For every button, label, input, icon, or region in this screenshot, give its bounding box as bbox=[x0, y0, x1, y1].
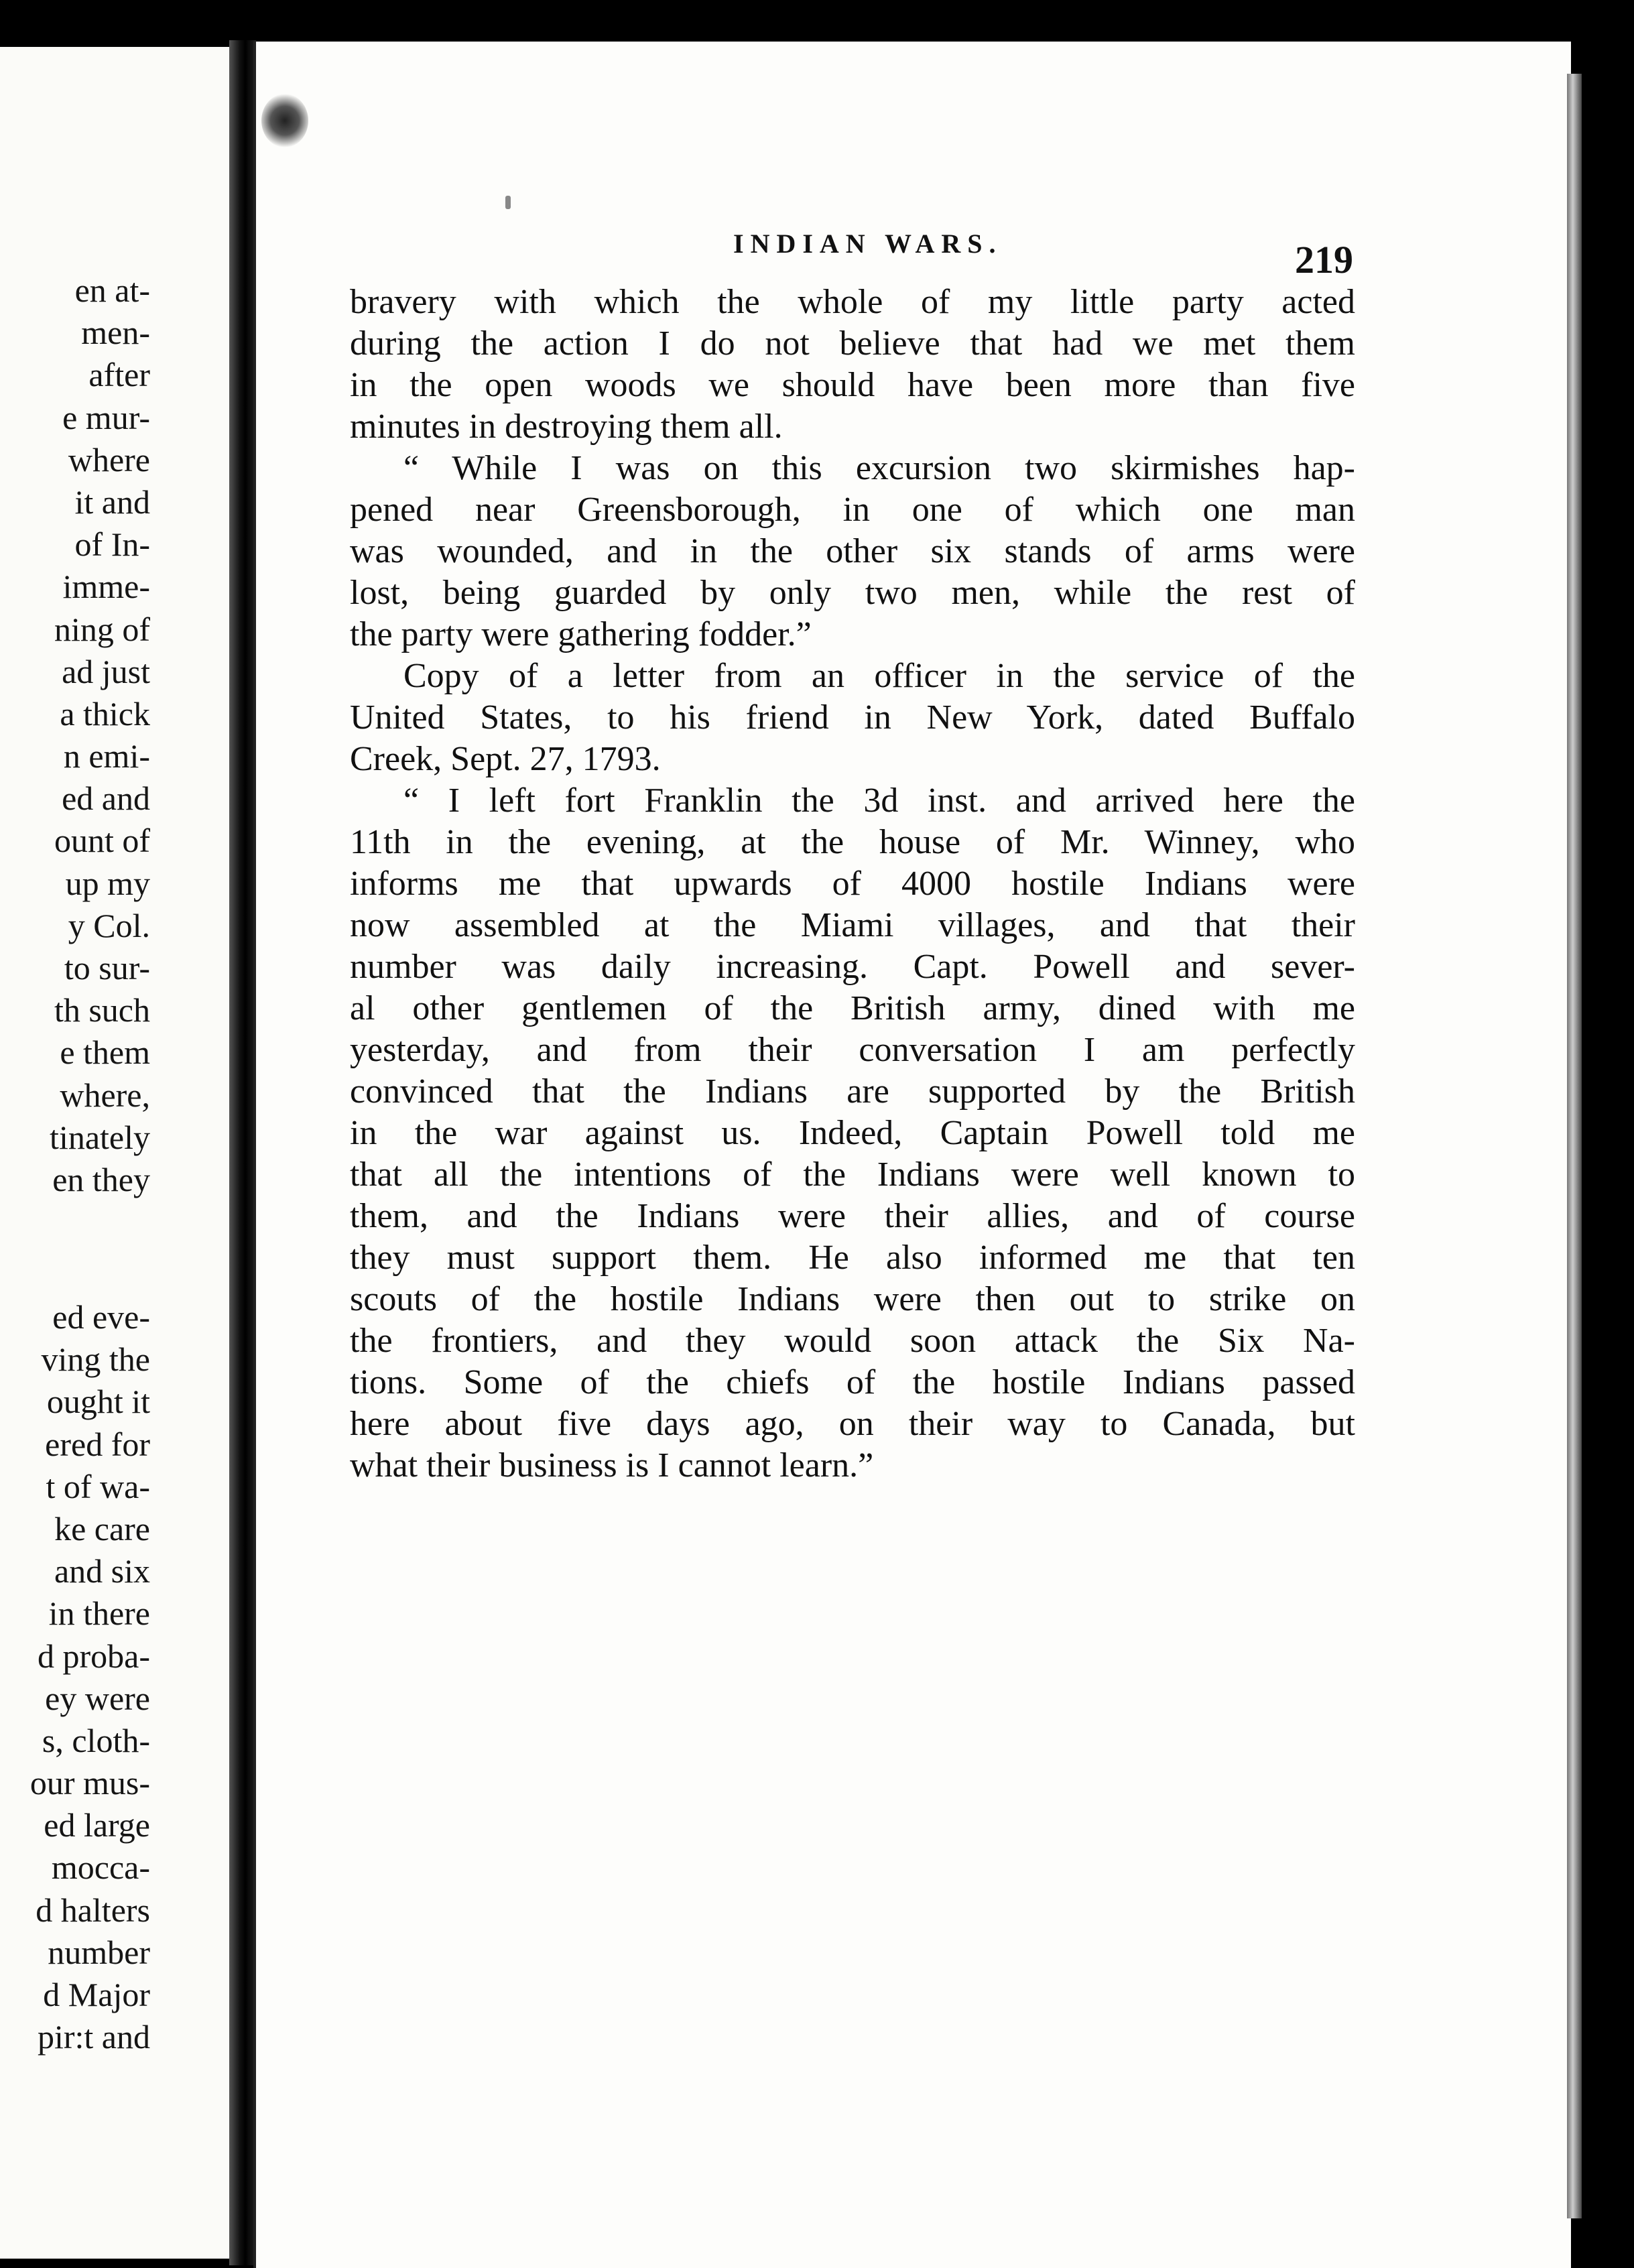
text-line: United States, to his friend in New York, dated Buffalo bbox=[350, 698, 1355, 737]
left-page-line: ad just bbox=[62, 652, 150, 690]
left-page-line: imme- bbox=[62, 568, 150, 606]
left-page-line: ed eve- bbox=[52, 1298, 150, 1336]
text-line: in the open woods we should have been more than five bbox=[350, 366, 1355, 404]
left-page-text-block-1 bbox=[50, 269, 150, 1201]
left-page-line: ount of bbox=[54, 822, 150, 860]
left-page-line: ered for bbox=[45, 1425, 150, 1463]
left-page-line: ed large bbox=[44, 1806, 150, 1844]
left-page-line: e them bbox=[60, 1033, 150, 1072]
text-line: during the action I do not believe that had we met them bbox=[350, 324, 1355, 363]
text-line: that all the intentions of the Indians were well known to bbox=[350, 1155, 1355, 1194]
text-line: lost, being guarded by only two men, while the rest of bbox=[350, 574, 1355, 612]
left-page-line: d Major bbox=[43, 1976, 150, 2013]
running-head: INDIAN WARS. bbox=[733, 229, 1003, 259]
left-page-line: number bbox=[48, 1933, 150, 1971]
text-line: here about five days ago, on their way to Canada, but bbox=[350, 1405, 1355, 1443]
text-line: bravery with which the whole of my little party acted bbox=[350, 283, 1355, 321]
left-page-line: our mus- bbox=[29, 1764, 150, 1802]
left-page-fragment bbox=[0, 47, 235, 2259]
left-page-line: ey were bbox=[45, 1679, 150, 1717]
text-line: they must support them. He also informed me that ten bbox=[350, 1239, 1355, 1277]
ink-smudge bbox=[261, 94, 308, 147]
text-line: al other gentlemen of the British army, dined with me bbox=[350, 989, 1355, 1027]
left-page-line: ving the bbox=[41, 1340, 150, 1379]
text-line: “ While I was on this excursion two skirmishes hap- bbox=[403, 449, 1355, 487]
text-line: scouts of the hostile Indians were then out to strike on bbox=[350, 1280, 1355, 1318]
left-page-line: th such bbox=[54, 991, 150, 1029]
left-page-line: en they bbox=[52, 1160, 150, 1198]
left-page-line: ning of bbox=[54, 610, 150, 648]
text-line: minutes in destroying them all. bbox=[350, 407, 783, 446]
left-page-text-block-2 bbox=[30, 1296, 150, 2058]
page-body-text bbox=[350, 281, 1355, 1487]
text-line: them, and the Indians were their allies, and of course bbox=[350, 1197, 1355, 1235]
text-line: convinced that the Indians are supported by the British bbox=[350, 1072, 1355, 1111]
left-page-line: to sur- bbox=[64, 949, 150, 987]
left-page-line: s, cloth- bbox=[42, 1721, 150, 1759]
left-page-line: ed and bbox=[62, 779, 150, 818]
text-line: yesterday, and from their conversation I am perfectly bbox=[350, 1031, 1355, 1069]
scanner-background-right bbox=[1582, 0, 1634, 2268]
page-number: 219 bbox=[1295, 238, 1353, 281]
left-page-line: where bbox=[68, 440, 150, 479]
text-line: Copy of a letter from an officer in the service of the bbox=[403, 657, 1355, 695]
left-page-line: up my bbox=[65, 864, 150, 902]
text-line: what their business is I cannot learn.” bbox=[350, 1446, 874, 1485]
left-page-line: tinately bbox=[50, 1118, 150, 1156]
text-line: “ I left fort Franklin the 3d inst. and arrived here the bbox=[403, 781, 1355, 820]
left-page-line: and six bbox=[54, 1552, 150, 1590]
text-line: informs me that upwards of 4000 hostile Indians were bbox=[350, 865, 1355, 903]
left-page-line: of In- bbox=[74, 525, 150, 564]
left-page-line: ke care bbox=[54, 1509, 150, 1548]
text-line: the party were gathering fodder.” bbox=[350, 615, 812, 653]
text-line: the frontiers, and they would soon attack the Six Na- bbox=[350, 1322, 1355, 1360]
ink-mark bbox=[505, 196, 511, 209]
left-page-line: after bbox=[88, 356, 150, 394]
left-page-line: where, bbox=[60, 1076, 150, 1114]
left-page-line: y Col. bbox=[68, 906, 150, 944]
left-page-line: in there bbox=[48, 1594, 150, 1633]
book-gutter bbox=[229, 40, 256, 2265]
page-edge bbox=[1567, 74, 1582, 2218]
text-line: number was daily increasing. Capt. Powell and sever- bbox=[350, 948, 1355, 986]
left-page-line: e mur- bbox=[62, 398, 150, 436]
left-page-line: d halters bbox=[36, 1891, 150, 1929]
text-line: now assembled at the Miami villages, and that their bbox=[350, 906, 1355, 944]
left-page-line: pir:t and bbox=[37, 2018, 150, 2056]
text-line: in the war against us. Indeed, Captain Powell told me bbox=[350, 1114, 1355, 1152]
left-page-line: a thick bbox=[60, 694, 150, 733]
left-page-line: ought it bbox=[46, 1383, 150, 1421]
left-page-line: d proba- bbox=[38, 1637, 150, 1675]
text-line: 11th in the evening, at the house of Mr. Winney, who bbox=[350, 823, 1355, 861]
left-page-line: n emi- bbox=[63, 737, 150, 775]
left-page-line: men- bbox=[81, 314, 150, 352]
text-line: Creek, Sept. 27, 1793. bbox=[350, 740, 661, 778]
text-line: pened near Greensborough, in one of which one man bbox=[350, 491, 1355, 529]
left-page-line: t of wa- bbox=[46, 1467, 150, 1505]
left-page-line: it and bbox=[74, 483, 150, 521]
text-line: tions. Some of the chiefs of the hostile Indians passed bbox=[350, 1363, 1355, 1401]
left-page-line: mocca- bbox=[51, 1848, 150, 1887]
text-line: was wounded, and in the other six stands of arms were bbox=[350, 532, 1355, 570]
left-page-line: en at- bbox=[74, 271, 150, 309]
